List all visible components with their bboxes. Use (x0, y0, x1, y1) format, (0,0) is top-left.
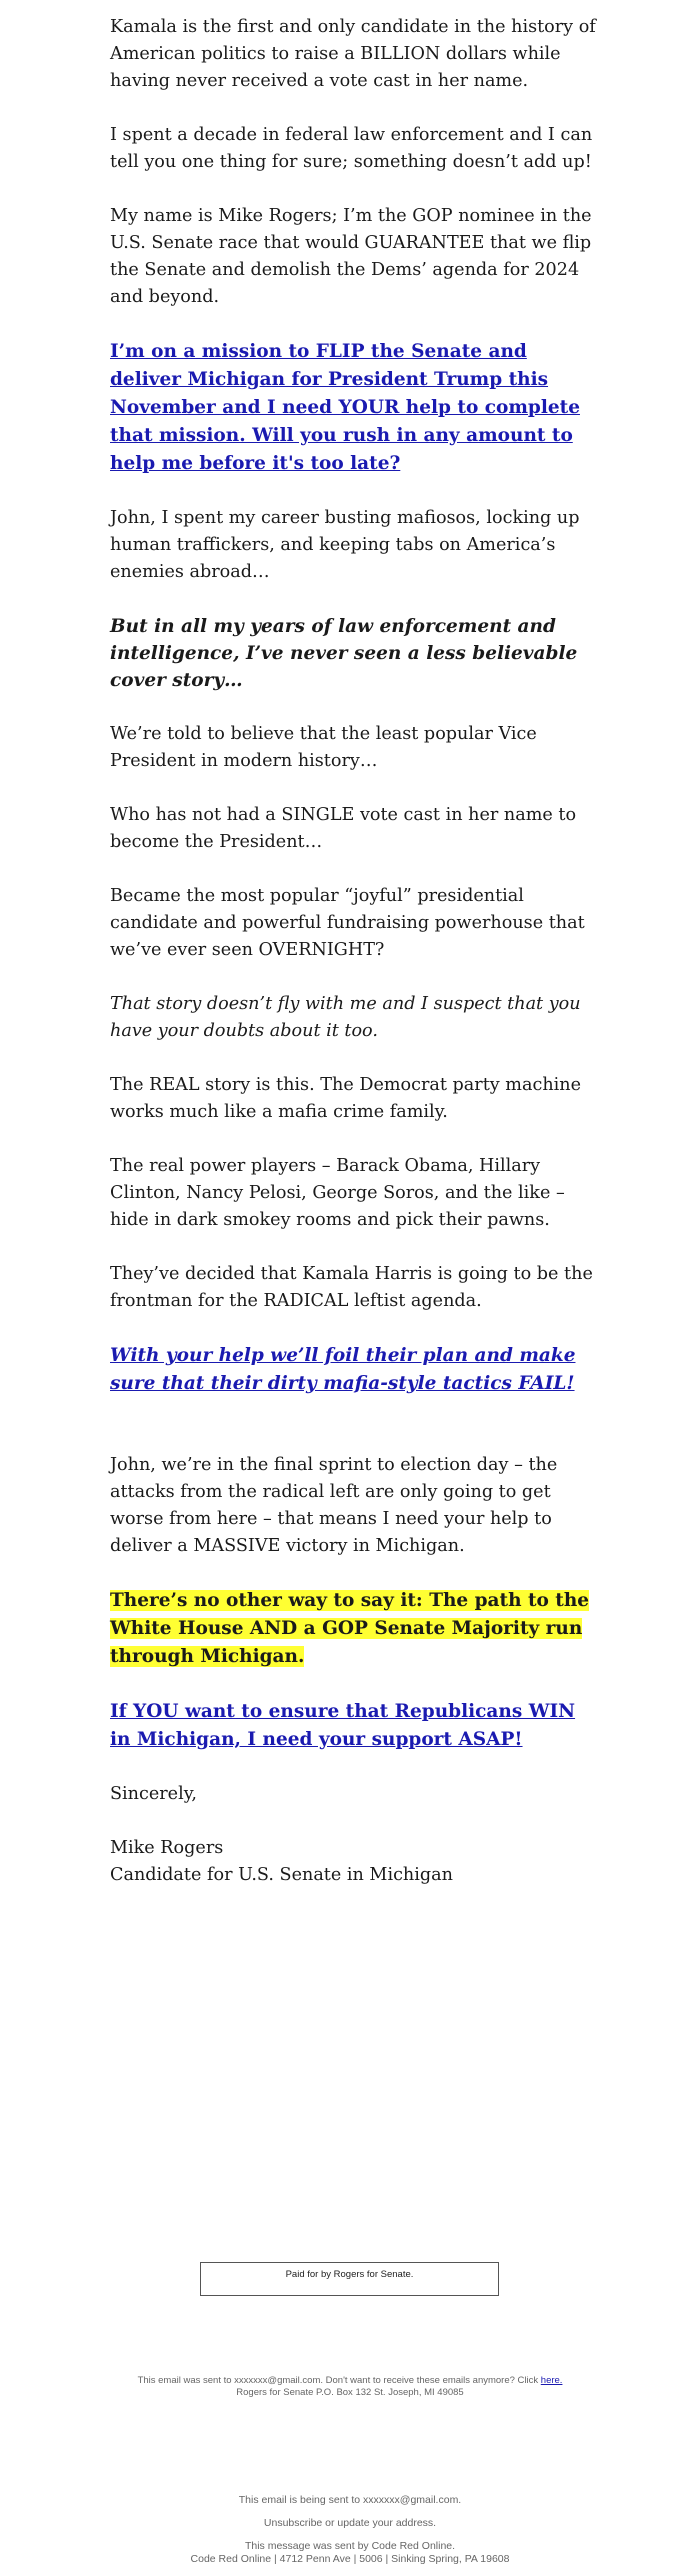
paragraph-cover-story: But in all my years of law enforcement and intelligence, I’ve never seen a less believable cover story… (110, 616, 578, 691)
paragraph-career: John, I spent my career busting mafiosos, locking up human traffickers, and keeping tabs on America’s enemies abroad… (110, 508, 580, 582)
paragraph-frontman: They’ve decided that Kamala Harris is going to be the frontman for the RADICAL leftist agenda. (110, 1264, 593, 1311)
unsubscribe-here-link[interactable]: here. (540, 2375, 563, 2386)
footer-vendor (0, 2494, 700, 2566)
paid-for-disclaimer (200, 2262, 499, 2296)
footer-campaign-address: Rogers for Senate P.O. Box 132 St. Joseph, MI 49085 (236, 2387, 464, 2398)
footer-campaign (0, 2375, 700, 2399)
paragraph-vice-president: We’re told to believe that the least popular Vice President in modern history… (110, 724, 537, 771)
footer-sent-by: This message was sent by Code Red Online. (244, 2540, 456, 2552)
footer-vendor-address: Code Red Online | 4712 Penn Ave | 5006 | Sinking Spring, PA 19608 (190, 2553, 510, 2565)
paragraph-joyful: Became the most popular “joyful” presidential candidate and powerful fundraising powerhouse that we’ve ever seen OVERNIGHT? (110, 886, 585, 960)
paragraph-introduction-name: My name is Mike Rogers; I’m the GOP nominee in the U.S. Senate race that would GUARANTEE that we flip the Senate and demolish the Dems’ agenda for 2024 and beyond. (110, 206, 592, 307)
paragraph-final-sprint: John, we’re in the final sprint to election day – the attacks from the radical left are only going to get worse from here – that means I need your help to deliver a MASSIVE victory in Michigan. (110, 1455, 558, 1556)
paragraph-highlight (110, 1587, 598, 1671)
signature-name: Mike Rogers (110, 1838, 224, 1858)
unsubscribe-link[interactable]: Unsubscribe or update your address. (263, 2517, 437, 2529)
footer-sent-to-line (0, 2375, 700, 2387)
paragraph-support-link (110, 1698, 598, 1754)
paragraph-doubts: That story doesn’t fly with me and I suspect that you have your doubts about it too. (110, 994, 581, 1041)
donate-link-mission[interactable]: I’m on a mission to FLIP the Senate and deliver Michigan for President Trump this November and I need YOUR help to complete that mission. Will you rush in any amount to help me before it's too late? (110, 341, 580, 474)
paragraph-law-enforcement: I spent a decade in federal law enforcement and I can tell you one thing for sure; something doesn’t add up! (110, 125, 593, 172)
paragraph-foil-link (110, 1342, 598, 1398)
paragraph-single-vote: Who has not had a SINGLE vote cast in her name to become the President… (110, 805, 577, 852)
footer-being-sent: This email is being sent to xxxxxxx@gmail.com. (238, 2494, 462, 2506)
paragraph-real-story: The REAL story is this. The Democrat party machine works much like a mafia crime family. (110, 1075, 582, 1122)
closing: Sincerely, (110, 1784, 197, 1804)
footer-sent-to-text: This email was sent to xxxxxxx@gmail.com. Don't want to receive these emails anymore? Click (137, 2375, 539, 2386)
paid-for-text: Paid for by Rogers for Senate. (285, 2269, 414, 2280)
donate-link-support[interactable]: If YOU want to ensure that Republicans WIN in Michigan, I need your support ASAP! (110, 1701, 576, 1750)
highlighted-text: There’s no other way to say it: The path to the White House AND a GOP Senate Majority run through Michigan. (110, 1590, 590, 1667)
paragraph-intro: Kamala is the first and only candidate in the history of American politics to raise a BILLION dollars while having never received a vote cast in her name. (110, 17, 596, 91)
email-body (110, 14, 598, 1889)
donate-link-foil-plan[interactable]: With your help we’ll foil their plan and make sure that their dirty mafia-style tactics FAIL! (110, 1345, 576, 1394)
paragraph-mission-link (110, 338, 598, 478)
signature-title: Candidate for U.S. Senate in Michigan (110, 1865, 453, 1885)
paragraph-power-players: The real power players – Barack Obama, Hillary Clinton, Nancy Pelosi, George Soros, and the like – hide in dark smokey rooms and pick their pawns. (110, 1156, 565, 1230)
